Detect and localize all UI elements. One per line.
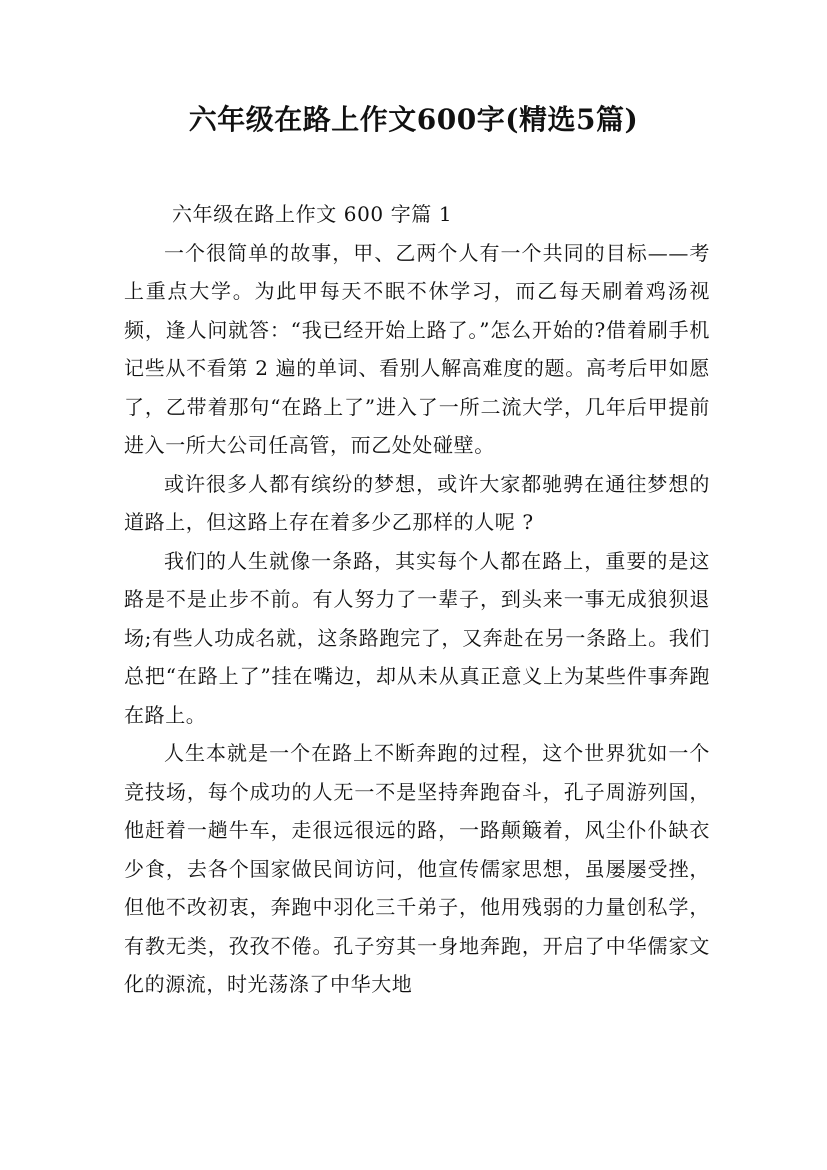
document-body — [124, 195, 710, 1004]
paragraph-2: 或许很多人都有缤纷的梦想，或许大家都驰骋在通往梦想的道路上，但这路上存在着多少乙那样的人呢 ? — [124, 471, 710, 534]
paragraph-3: 我们的人生就像一条路，其实每个人都在路上，重要的是这路是不是止步不前。有人努力了一辈子，到头来一事无成狼狈退场;有些人功成名就，这条路跑完了，又奔赴在另一条路上。我们总把“在路上了”挂在嘴边，却从未从真正意义上为某些件事奔跑在路上。 — [124, 548, 710, 727]
paragraph-1: 一个很简单的故事，甲、乙两个人有一个共同的目标——考上重点大学。为此甲每天不眠不休学习，而乙每天刷着鸡汤视频，逢人问就答：“我已经开始上路了。”怎么开始的?借着刷手机记些从不看第 2 遍的单词、看别人解高难度的题。高考后甲如愿了，乙带着那句“在路上了”进入了一所二流大学，几年后甲提前进入一所大公司任高管，而乙处处碰壁。 — [124, 240, 710, 457]
section-heading: 六年级在路上作文 600 字篇 1 — [172, 202, 453, 226]
document-title: 六年级在路上作文600字(精选5篇) — [188, 103, 639, 136]
paragraph-4: 人生本就是一个在路上不断奔跑的过程，这个世界犹如一个竞技场，每个成功的人无一不是坚持奔跑奋斗，孔子周游列国，他赶着一趟牛车，走很远很远的路，一路颠簸着，风尘仆仆缺衣少食，去各个国家做民间访问，他宣传儒家思想，虽屡屡受挫，但他不改初衷，奔跑中羽化三千弟子，他用残弱的力量创私学，有教无类，孜孜不倦。孔子穷其一身地奔跑，开启了中华儒家文化的源流，时光荡涤了中华大地 — [124, 741, 710, 996]
